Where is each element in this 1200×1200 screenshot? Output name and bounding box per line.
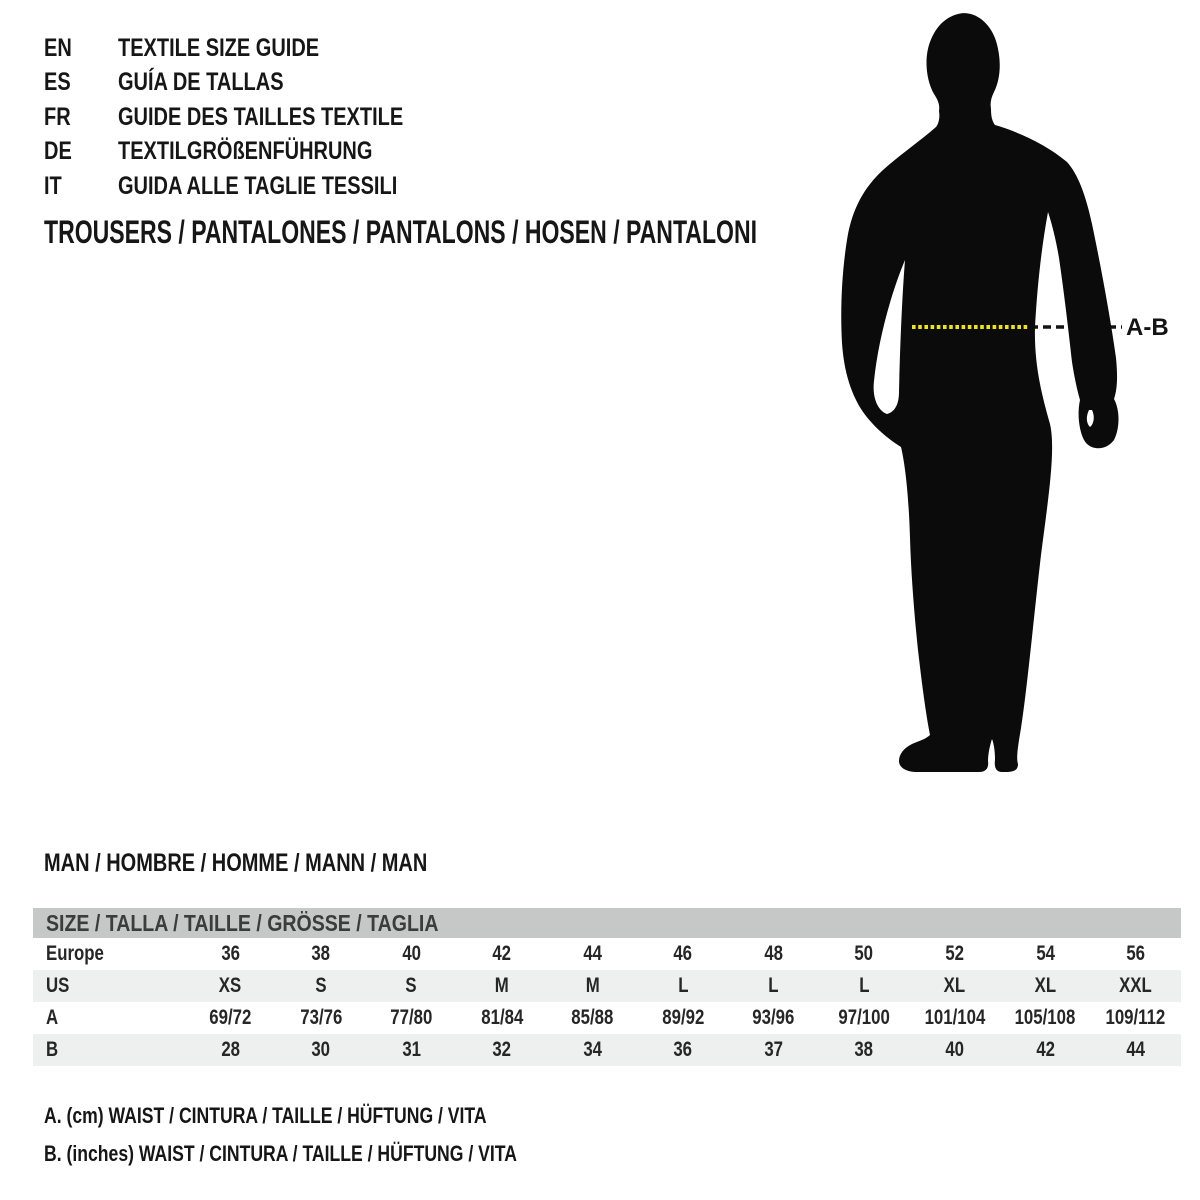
size-value-cell	[728, 974, 819, 998]
size-value-cell	[1090, 942, 1181, 966]
size-value-text: 85/88	[571, 1006, 614, 1029]
measurement-note-text: A. (cm) WAIST / CINTURA / TAILLE / HÜFTUNG / VITA	[44, 1103, 487, 1128]
size-value-text: 38	[311, 942, 331, 965]
language-code	[44, 137, 118, 166]
size-value-cell	[1090, 1006, 1181, 1030]
size-value-text: 48	[764, 942, 783, 965]
size-value-text: 46	[673, 942, 693, 965]
man-silhouette-path	[841, 13, 1118, 772]
size-table-row-b	[33, 1034, 1181, 1066]
size-value-cell	[366, 1038, 457, 1062]
size-value-text: 40	[945, 1038, 964, 1061]
size-value-cell	[1090, 974, 1181, 998]
language-guide-title-text: GUIDE DES TAILLES TEXTILE	[118, 102, 404, 131]
size-value-cell	[185, 942, 276, 966]
size-value-text: 56	[1126, 942, 1146, 965]
size-value-cell	[185, 1038, 276, 1062]
size-value-text: 69/72	[209, 1006, 252, 1029]
size-value-text: 109/112	[1105, 1006, 1166, 1029]
size-value-cell	[819, 974, 910, 998]
waist-measure-label: A-B	[1126, 314, 1169, 341]
size-value-text: M	[494, 974, 509, 997]
language-guide-title-text: GUÍA DE TALLAS	[118, 68, 284, 97]
size-value-cell	[366, 942, 457, 966]
size-value-text: 31	[402, 1038, 421, 1061]
size-value-cell	[819, 942, 910, 966]
size-table-header-bar	[33, 908, 1181, 938]
size-value-cell	[909, 1006, 1000, 1030]
size-table-body	[33, 938, 1181, 1066]
language-code-text: EN	[44, 33, 72, 62]
language-code-text: DE	[44, 137, 72, 166]
row-label-text: B	[46, 1038, 59, 1061]
row-label-cell	[33, 942, 185, 966]
language-guide-title	[118, 68, 325, 97]
size-value-text: L	[858, 974, 870, 997]
size-value-text: L	[677, 974, 689, 997]
size-value-cell	[457, 1006, 548, 1030]
size-value-text: 30	[311, 1038, 331, 1061]
size-value-text: 34	[583, 1038, 602, 1061]
size-value-cell	[547, 974, 638, 998]
size-value-text: 40	[402, 942, 421, 965]
language-code	[44, 103, 118, 132]
size-value-cell	[638, 1006, 729, 1030]
size-table-row-us	[33, 970, 1181, 1002]
size-value-cell	[819, 1038, 910, 1062]
size-value-cell	[819, 1006, 910, 1030]
size-value-cell	[638, 974, 729, 998]
language-title-list	[44, 31, 475, 204]
language-guide-title-text: TEXTILGRÖßENFÜHRUNG	[118, 137, 373, 166]
size-value-cell	[457, 1038, 548, 1062]
size-value-text: 42	[1035, 1038, 1055, 1061]
language-code	[44, 68, 118, 97]
size-value-text: 37	[764, 1038, 783, 1061]
size-value-cell	[728, 1006, 819, 1030]
size-value-text: 52	[945, 942, 964, 965]
language-row	[44, 135, 475, 170]
size-value-cell	[638, 942, 729, 966]
size-value-cell	[1000, 942, 1091, 966]
size-value-text: XL	[1034, 974, 1056, 997]
size-value-cell	[366, 974, 457, 998]
size-value-text: 32	[492, 1038, 512, 1061]
size-value-cell	[366, 1006, 457, 1030]
size-value-text: 97/100	[838, 1006, 890, 1029]
size-value-cell	[276, 1038, 367, 1062]
size-value-text: XS	[219, 974, 242, 997]
size-value-cell	[457, 942, 548, 966]
size-value-cell	[1090, 1038, 1181, 1062]
size-value-text: 36	[673, 1038, 693, 1061]
size-value-text: 44	[583, 942, 602, 965]
size-value-cell	[276, 942, 367, 966]
row-label-text: A	[46, 1006, 59, 1029]
language-row	[44, 100, 475, 135]
size-value-cell	[276, 974, 367, 998]
language-code-text: ES	[44, 68, 71, 97]
measurement-notes	[44, 1097, 635, 1173]
measurement-note-text: B. (inches) WAIST / CINTURA / TAILLE / HÜFTUNG / VITA	[44, 1141, 517, 1166]
size-value-cell	[547, 1038, 638, 1062]
language-code-text: FR	[44, 102, 71, 131]
size-value-text: XL	[943, 974, 966, 997]
language-code-text: IT	[44, 171, 62, 200]
size-value-text: 93/96	[752, 1006, 795, 1029]
measurement-note	[44, 1097, 635, 1135]
size-value-text: 81/84	[480, 1006, 523, 1029]
language-row	[44, 169, 475, 204]
man-silhouette-figure	[820, 0, 1200, 800]
gender-heading-text: MAN / HOMBRE / HOMME / MANN / MAN	[44, 849, 428, 877]
size-value-text: L	[768, 974, 779, 997]
size-value-cell	[728, 1038, 819, 1062]
size-value-text: XXL	[1119, 974, 1153, 997]
language-code	[44, 34, 118, 63]
size-value-cell	[185, 974, 276, 998]
gender-heading	[44, 851, 523, 876]
size-value-cell	[1000, 974, 1091, 998]
size-value-text: 77/80	[390, 1006, 433, 1029]
size-value-cell	[909, 974, 1000, 998]
size-value-cell	[909, 1038, 1000, 1062]
category-heading-text: TROUSERS / PANTALONES / PANTALONS / HOSEN / PANTALONI	[44, 214, 757, 250]
size-value-text: 44	[1126, 1038, 1146, 1061]
language-row	[44, 66, 475, 101]
row-label-cell	[33, 1006, 185, 1030]
size-value-text: 42	[492, 942, 512, 965]
size-value-text: 105/108	[1014, 1006, 1076, 1029]
size-value-cell	[185, 1006, 276, 1030]
language-guide-title-text: TEXTILE SIZE GUIDE	[118, 33, 320, 62]
size-value-cell	[457, 974, 548, 998]
row-label-text: US	[46, 974, 70, 997]
language-code	[44, 172, 118, 201]
language-guide-title-text: GUIDA ALLE TAGLIE TESSILI	[118, 171, 398, 200]
size-value-text: 28	[220, 1038, 240, 1061]
size-value-text: 50	[854, 942, 874, 965]
language-guide-title	[118, 137, 436, 166]
size-value-cell	[638, 1038, 729, 1062]
size-value-cell	[909, 942, 1000, 966]
man-silhouette-svg	[820, 0, 1200, 800]
row-label-cell	[33, 1038, 185, 1062]
size-table	[33, 908, 1181, 1066]
language-row	[44, 31, 475, 66]
language-guide-title	[118, 34, 369, 63]
size-value-cell	[1000, 1006, 1091, 1030]
size-value-text: M	[585, 974, 600, 997]
size-value-text: 38	[854, 1038, 874, 1061]
size-value-cell	[728, 942, 819, 966]
size-table-row-europe	[33, 938, 1181, 970]
row-label-text: Europe	[46, 942, 104, 965]
size-value-text: S	[405, 974, 417, 997]
size-value-text: 36	[220, 942, 240, 965]
size-value-cell	[547, 942, 638, 966]
language-guide-title	[118, 103, 475, 132]
size-value-cell	[276, 1006, 367, 1030]
size-value-cell	[547, 1006, 638, 1030]
size-value-text: S	[315, 974, 327, 997]
size-value-text: 73/76	[299, 1006, 342, 1029]
size-value-text: 101/104	[924, 1006, 986, 1029]
size-table-header-text: SIZE / TALLA / TAILLE / GRÖSSE / TAGLIA	[46, 909, 439, 936]
size-value-cell	[1000, 1038, 1091, 1062]
size-value-text: 54	[1035, 942, 1055, 965]
measurement-note	[44, 1135, 635, 1173]
size-table-row-a	[33, 1002, 1181, 1034]
row-label-cell	[33, 974, 185, 998]
size-value-text: 89/92	[661, 1006, 705, 1029]
language-guide-title	[118, 172, 467, 201]
